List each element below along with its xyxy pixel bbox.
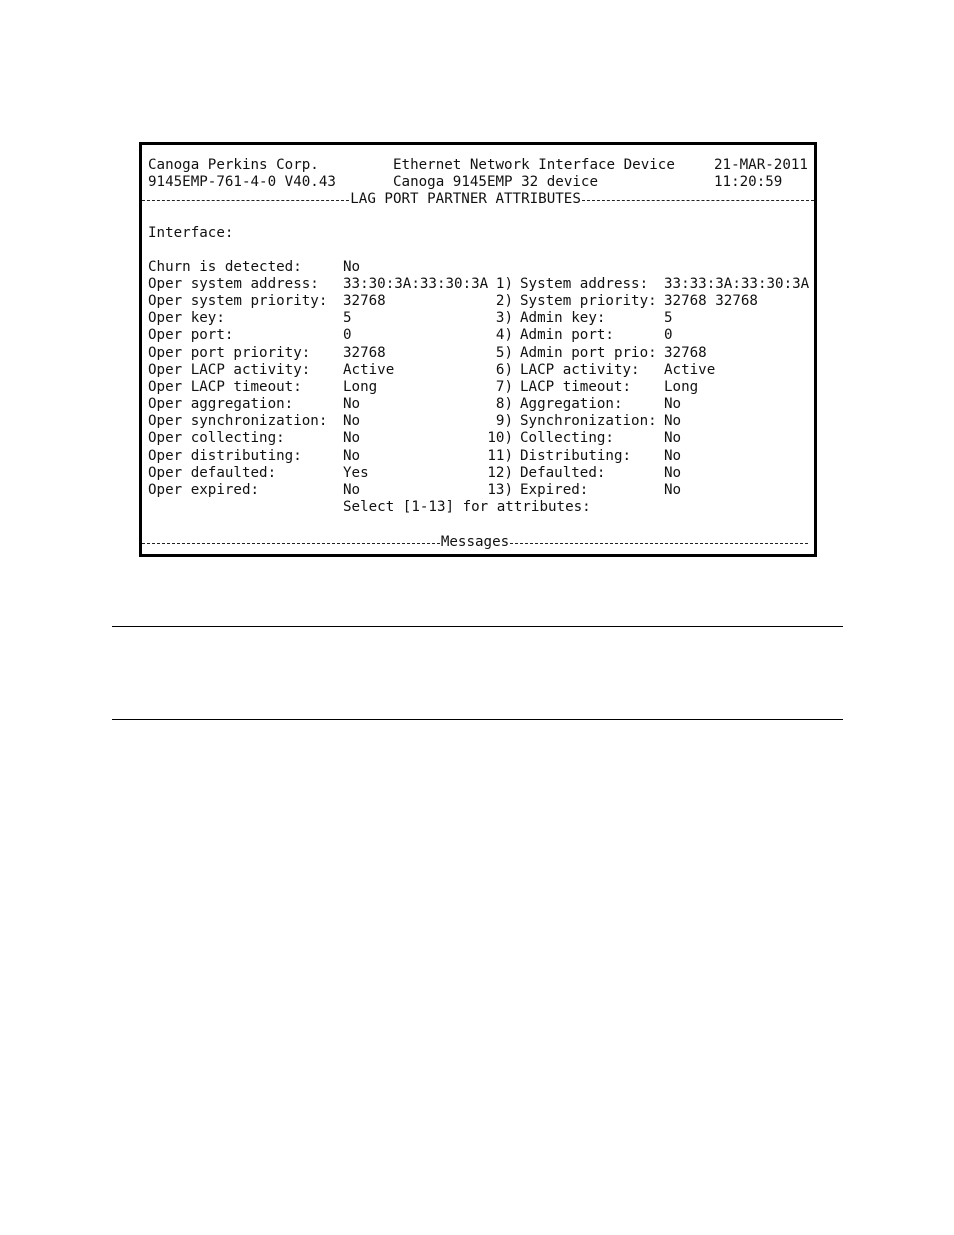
firmware-version: 9145EMP-761-4-0 V40.43 — [148, 174, 336, 190]
admin-label[interactable]: LACP timeout: — [520, 378, 632, 395]
admin-value[interactable]: 5 — [664, 310, 673, 327]
separator-line — [142, 543, 440, 544]
messages-bar — [142, 534, 808, 551]
oper-value: Active — [343, 361, 395, 378]
oper-label: Oper system address: — [148, 276, 319, 292]
admin-label[interactable]: Distributing: — [520, 447, 632, 464]
oper-label: Oper expired: — [148, 481, 260, 498]
oper-value: 32768 — [343, 293, 386, 310]
admin-item-number[interactable]: 1) — [495, 276, 513, 292]
divider-bottom — [112, 719, 843, 720]
oper-label: Oper distributing: — [148, 447, 302, 464]
admin-value[interactable]: Long — [664, 378, 699, 395]
oper-value: No — [343, 430, 361, 447]
admin-value[interactable]: No — [664, 447, 682, 464]
oper-label: Oper system priority: — [148, 293, 328, 310]
admin-value[interactable]: Active — [664, 361, 716, 378]
oper-value: No — [343, 396, 361, 413]
admin-value[interactable]: 32768 32768 — [664, 293, 758, 310]
oper-label: Oper aggregation: — [148, 396, 294, 413]
oper-value: Long — [343, 378, 378, 395]
oper-label: Oper port: — [148, 327, 234, 344]
admin-label[interactable]: System priority: — [520, 293, 657, 310]
admin-label[interactable]: Admin key: — [520, 310, 606, 327]
oper-value: No — [343, 413, 361, 430]
admin-item-number[interactable]: 8) — [495, 396, 513, 413]
admin-label[interactable]: Collecting: — [520, 430, 614, 447]
current-date: 21-MAR-2011 — [714, 157, 808, 173]
oper-value: 0 — [343, 327, 352, 344]
admin-label[interactable]: System address: — [520, 276, 649, 292]
admin-label[interactable]: Admin port prio: — [520, 344, 657, 361]
company-name: Canoga Perkins Corp. — [148, 157, 319, 173]
oper-label: Oper defaulted: — [148, 464, 277, 481]
churn-value: No — [343, 259, 361, 275]
admin-item-number[interactable]: 6) — [495, 361, 513, 378]
admin-label[interactable]: LACP activity: — [520, 361, 640, 378]
admin-value[interactable]: No — [664, 430, 682, 447]
oper-value: 5 — [343, 310, 352, 327]
admin-item-number[interactable]: 13) — [487, 481, 513, 498]
admin-value[interactable]: No — [664, 413, 682, 430]
oper-label: Oper collecting: — [148, 430, 285, 447]
oper-label: Oper port priority: — [148, 344, 311, 361]
admin-label[interactable]: Synchronization: — [520, 413, 657, 430]
messages-label: Messages — [440, 534, 510, 550]
oper-value: No — [343, 447, 361, 464]
admin-item-number[interactable]: 2) — [495, 293, 513, 310]
admin-item-number[interactable]: 3) — [495, 310, 513, 327]
screen-title-bar — [142, 191, 814, 208]
admin-label[interactable]: Expired: — [520, 481, 589, 498]
admin-item-number[interactable]: 10) — [487, 430, 513, 447]
oper-value: 32768 — [343, 344, 386, 361]
terminal-screen — [139, 142, 817, 557]
admin-item-number[interactable]: 9) — [495, 413, 513, 430]
admin-value[interactable]: 32768 — [664, 344, 707, 361]
admin-label[interactable]: Aggregation: — [520, 396, 623, 413]
admin-item-number[interactable]: 11) — [487, 447, 513, 464]
oper-label: Oper synchronization: — [148, 413, 328, 430]
oper-label: Oper LACP timeout: — [148, 378, 302, 395]
current-time: 11:20:59 — [714, 174, 783, 190]
oper-label: Oper LACP activity: — [148, 361, 311, 378]
admin-value[interactable]: No — [664, 481, 682, 498]
screen-title: LAG PORT PARTNER ATTRIBUTES — [350, 191, 581, 207]
admin-value[interactable]: No — [664, 464, 682, 481]
separator-line — [582, 200, 814, 201]
admin-label[interactable]: Defaulted: — [520, 464, 606, 481]
admin-label[interactable]: Admin port: — [520, 327, 614, 344]
oper-value: No — [343, 481, 361, 498]
interface-label: Interface: — [148, 225, 234, 241]
churn-label: Churn is detected: — [148, 259, 302, 275]
admin-value[interactable]: 0 — [664, 327, 673, 344]
admin-value[interactable]: 33:33:3A:33:30:3A — [664, 276, 810, 292]
separator-line — [510, 543, 808, 544]
admin-item-number[interactable]: 5) — [495, 344, 513, 361]
admin-item-number[interactable]: 7) — [495, 378, 513, 395]
oper-label: Oper key: — [148, 310, 225, 327]
device-name: Canoga 9145EMP 32 device — [393, 174, 598, 190]
oper-value: Yes — [343, 464, 369, 481]
product-name: Ethernet Network Interface Device — [393, 157, 675, 173]
admin-item-number[interactable]: 12) — [487, 464, 513, 481]
admin-value[interactable]: No — [664, 396, 682, 413]
divider-top — [112, 626, 843, 627]
oper-value: 33:30:3A:33:30:3A — [343, 276, 489, 292]
selection-prompt[interactable]: Select [1-13] for attributes: — [343, 499, 591, 515]
admin-item-number[interactable]: 4) — [495, 327, 513, 344]
separator-line — [142, 200, 349, 201]
